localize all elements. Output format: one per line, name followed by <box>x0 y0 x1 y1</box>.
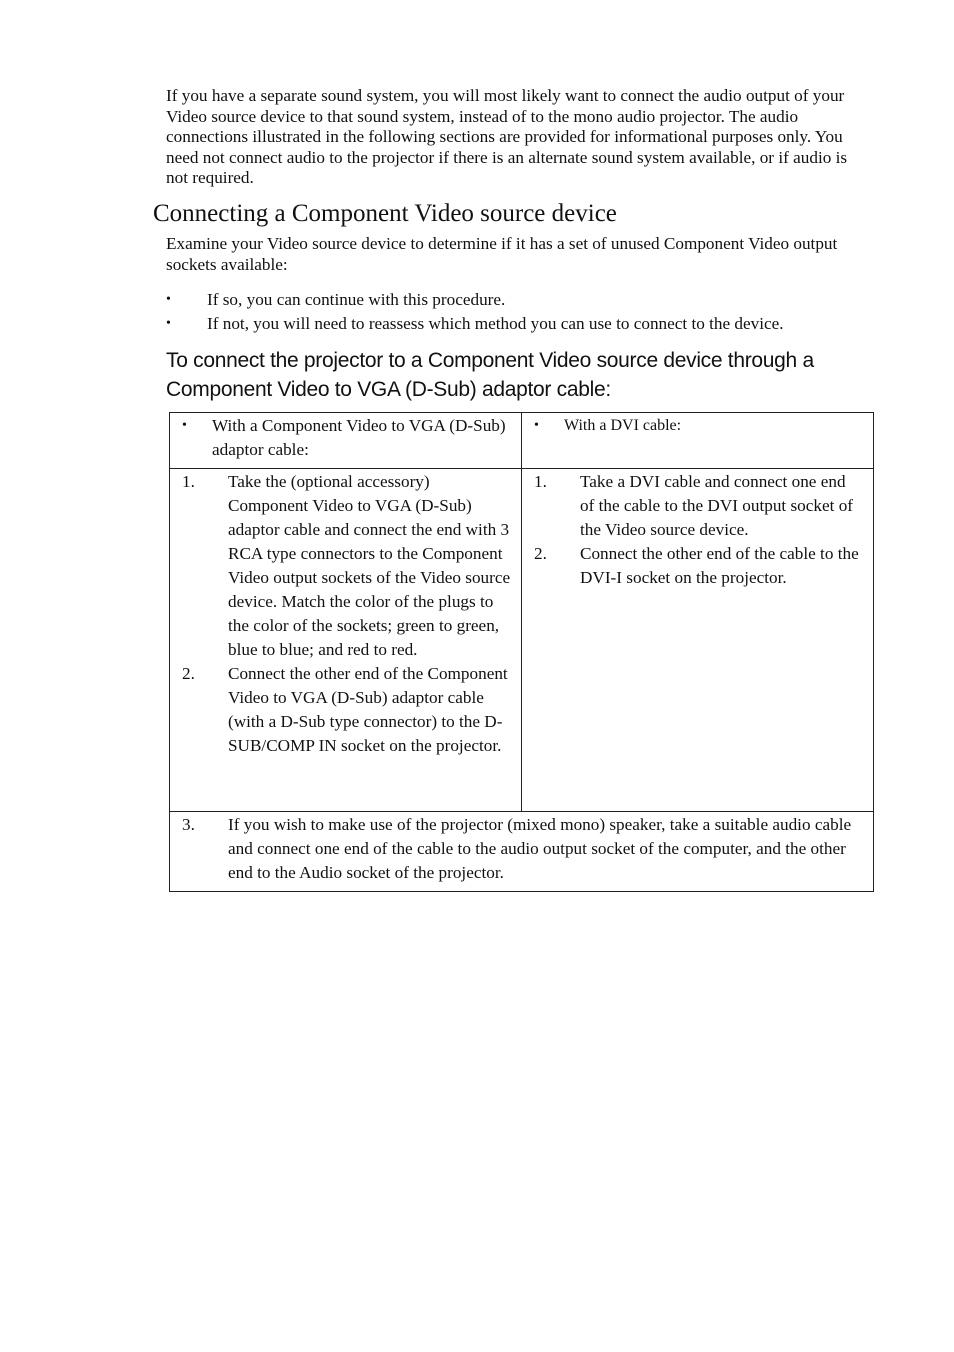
bullet-list <box>166 288 886 336</box>
step-text: Connect the other end of the cable to the DVI-I socket on the projector. <box>580 544 859 587</box>
bullet-text: If so, you can continue with this procedure. <box>207 290 506 309</box>
header-text: With a DVI cable: <box>564 417 682 434</box>
list-item <box>166 312 886 336</box>
list-item <box>166 288 886 312</box>
step-number: 1. <box>534 472 547 491</box>
row-divider <box>170 468 873 469</box>
step-item <box>182 470 512 662</box>
step-number: 1. <box>182 472 195 491</box>
vga-steps <box>182 470 512 758</box>
step-number: 3. <box>182 815 195 834</box>
bullet-marker: • <box>166 292 171 307</box>
bullet-marker: • <box>534 418 539 433</box>
step-text: If you wish to make use of the projector (mixed mono) speaker, take a suitable audio cable and connect one end of the cable to the audio output socket of the computer, and the other end to the Audio socket of the projector. <box>228 815 852 882</box>
bullet-marker: • <box>166 316 171 331</box>
step-text: Take the (optional accessory) Component Video to VGA (D-Sub) adaptor cable and connect the end with 3 RCA type connectors to the Component Video output sockets of the Video source device. Match the color of the plugs to the color of the sockets; green to green, blue to blue; and red to red. <box>228 472 511 659</box>
step-item <box>182 813 862 885</box>
table-header-vga <box>182 414 512 462</box>
column-divider <box>521 413 522 811</box>
step-text: Connect the other end of the Component Video to VGA (D-Sub) adaptor cable (with a D-Sub type connector) to the D-SUB/COMP IN socket on the projector. <box>228 664 508 755</box>
procedure-table <box>169 412 874 892</box>
step-text: Take a DVI cable and connect one end of the cable to the DVI output socket of the Video source device. <box>580 472 854 539</box>
dvi-steps <box>534 470 864 590</box>
audio-step <box>182 813 862 885</box>
step-number: 2. <box>182 664 195 683</box>
row-divider <box>170 811 873 812</box>
step-number: 2. <box>534 544 547 563</box>
procedure-title: To connect the projector to a Component Video source device through a Component Video to VGA (D-Sub) adaptor cable: <box>166 349 814 401</box>
step-item <box>182 662 512 758</box>
header-text: With a Component Video to VGA (D-Sub) adaptor cable: <box>212 416 506 459</box>
intro-paragraph: If you have a separate sound system, you will most likely want to connect the audio output of your Video source device to that sound system, instead of to the mono audio projector. The audio connections illustrated in the following sections are provided for informational purposes only. You need not connect audio to the projector if there is an alternate sound system available, or if audio is not required. <box>166 86 848 187</box>
examine-paragraph: Examine your Video source device to determine if it has a set of unused Component Video output sockets available: <box>166 234 838 274</box>
table-header-dvi <box>534 414 864 438</box>
bullet-text: If not, you will need to reassess which method you can use to connect to the device. <box>207 314 784 333</box>
bullet-marker: • <box>182 418 187 433</box>
step-item <box>534 542 864 590</box>
section-title: Connecting a Component Video source device <box>153 200 617 227</box>
step-item <box>534 470 864 542</box>
